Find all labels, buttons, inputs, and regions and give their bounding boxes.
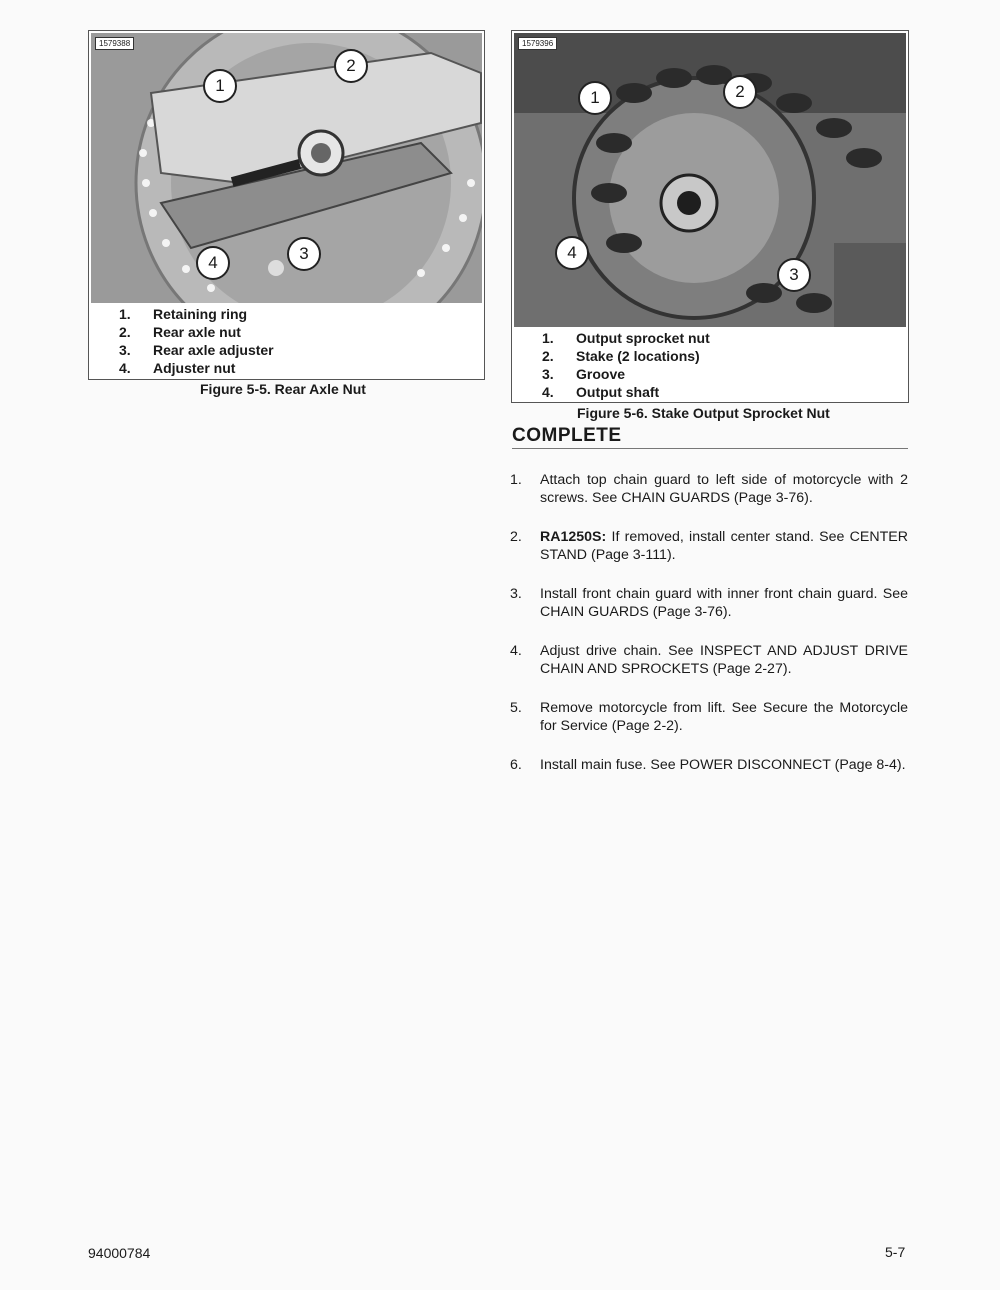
- figure-caption: Figure 5-6. Stake Output Sprocket Nut: [577, 405, 830, 421]
- step-item: 1. Attach top chain guard to left side of motorcycle with 2 screws. See CHAIN GUARDS (Page 3-76).: [510, 472, 908, 506]
- callout-4: 4: [555, 236, 589, 270]
- callout-4: 4: [196, 246, 230, 280]
- step-item: 6. Install main fuse. See POWER DISCONNECT (Page 8-4).: [510, 757, 906, 773]
- callout-2: 2: [334, 49, 368, 83]
- callout-3: 3: [287, 237, 321, 271]
- photo-id-label: 1579388: [95, 37, 134, 50]
- step-item: 5. Remove motorcycle from lift. See Secure the Motorcycle for Service (Page 2-2).: [510, 700, 908, 734]
- legend-item: 1. Retaining ring: [119, 306, 248, 322]
- step-item: 3. Install front chain guard with inner front chain guard. See CHAIN GUARDS (Page 3-76).: [510, 586, 908, 620]
- legend-item: 1. Output sprocket nut: [542, 330, 710, 346]
- figure-caption: Figure 5-5. Rear Axle Nut: [200, 381, 366, 397]
- step-item: 4. Adjust drive chain. See INSPECT AND ADJUST DRIVE CHAIN AND SPROCKETS (Page 2-27).: [510, 643, 908, 677]
- legend-item: 3. Groove: [542, 366, 626, 382]
- document-number: 94000784: [88, 1245, 151, 1261]
- figure-output-sprocket-nut: [511, 30, 909, 403]
- legend-item: 3. Rear axle adjuster: [119, 342, 274, 358]
- figure-rear-axle-nut: [88, 30, 485, 380]
- callout-1: 1: [578, 81, 612, 115]
- output-sprocket-photo: [514, 33, 906, 327]
- legend-item: 2. Stake (2 locations): [542, 348, 700, 364]
- photo-id-label: 1579396: [518, 37, 557, 50]
- page-number: 5-7: [885, 1244, 906, 1260]
- section-heading: COMPLETE: [512, 425, 908, 449]
- callout-2: 2: [723, 75, 757, 109]
- legend-item: 4. Adjuster nut: [119, 360, 236, 376]
- procedure-steps: [510, 471, 908, 774]
- figure-legend: [119, 305, 274, 377]
- legend-item: 4. Output shaft: [542, 384, 660, 400]
- figure-legend: [542, 329, 710, 401]
- rear-axle-photo: [91, 33, 482, 303]
- step-item: 2. RA1250S: If removed, install center stand. See CENTER STAND (Page 3-111).: [510, 529, 908, 563]
- callout-1: 1: [203, 69, 237, 103]
- callout-3: 3: [777, 258, 811, 292]
- legend-item: 2. Rear axle nut: [119, 324, 241, 340]
